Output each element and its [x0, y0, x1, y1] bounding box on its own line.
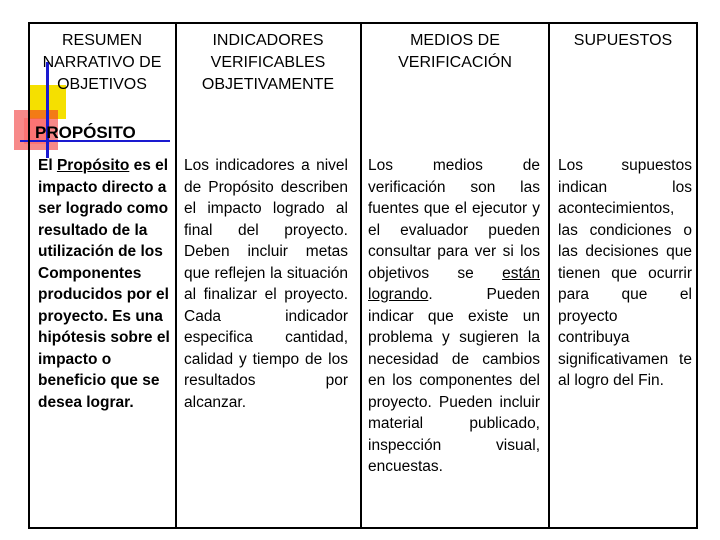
table-border-left [28, 22, 30, 529]
column-divider-3 [548, 22, 550, 529]
header-medios-verificacion: MEDIOS DE VERIFICACIÓN [398, 32, 512, 71]
col3-medios-text [368, 155, 540, 478]
header-indicadores: INDICADORES VERIFICABLES OBJETIVAMENTE [201, 32, 335, 93]
col1-highlight: Propósito [56, 157, 130, 174]
table-border-top [28, 22, 698, 24]
table-border-bottom [28, 527, 698, 529]
col3-underlined: están logrando [368, 264, 540, 303]
col1-rest: es el impacto directo a ser logrado como resultado de la utilización de los Componentes producidos por el proyecto. Es una hipótesis sobre el impacto o beneficio que se desea lograr. [38, 157, 170, 411]
col1-proposito-description [38, 155, 172, 413]
col4-supuestos-text: Los supuestos indican los acontecimientos, las condiciones o las decisiones que tienen que ocurrir para que el proyecto contribuya significativamen te al logro del Fin. [558, 157, 692, 389]
section-label-proposito: PROPÓSITO [35, 123, 136, 142]
header-resumen-narrativo: RESUMEN NARRATIVO DE OBJETIVOS [42, 32, 162, 93]
col1-prefix: El [38, 157, 57, 174]
col3-after: . Pueden indicar que existe un problema y sugieren la necesidad de cambios en los componentes del proyecto. Pueden incluir material publicado, inspección visual, encuestas. [368, 286, 540, 475]
col2-indicadores-text: Los indicadores a nivel de Propósito describen el impacto logrado al final del proyecto. Deben incluir metas que reflejen la situación al finalizar el proyecto. Cada indicador especifica cantidad, calidad y tiempo de los resultados por alcanzar. [184, 157, 348, 411]
header-supuestos: SUPUESTOS [573, 32, 673, 49]
column-divider-2 [360, 22, 362, 529]
col3-before: Los medios de verificación son las fuentes que el ejecutor y el evaluador pueden consultar para ver si los objetivos se [368, 157, 540, 282]
column-divider-1 [175, 22, 177, 529]
table-border-right [696, 22, 698, 529]
